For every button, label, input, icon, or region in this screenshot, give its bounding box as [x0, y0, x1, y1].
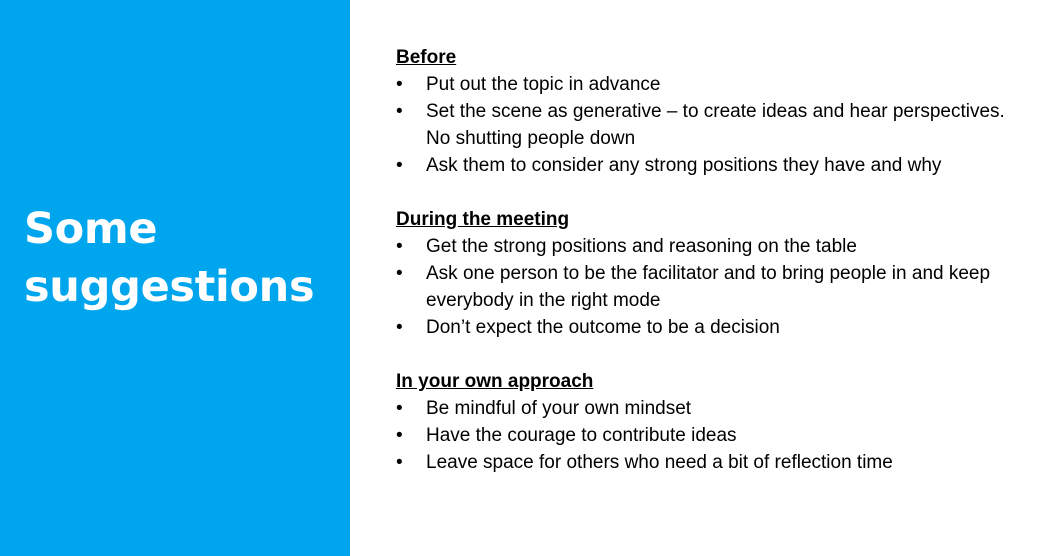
bullet-item	[396, 152, 1016, 179]
bullet-list	[396, 233, 1016, 341]
bullet-list	[396, 395, 1016, 476]
bullet-item	[396, 449, 1016, 476]
bullet-item	[396, 395, 1016, 422]
bullet-text: Ask them to consider any strong positions they have and why	[426, 155, 942, 176]
bullet-item	[396, 71, 1016, 98]
bullet-item	[396, 314, 1016, 341]
bullet-text: Get the strong positions and reasoning on the table	[426, 236, 857, 257]
bullet-icon: •	[396, 425, 403, 446]
bullet-icon: •	[396, 101, 403, 122]
bullet-icon: •	[396, 317, 403, 338]
section-heading: During the meeting	[396, 209, 570, 230]
bullet-item	[396, 260, 1016, 314]
bullet-text: Leave space for others who need a bit of reflection time	[426, 452, 893, 473]
slide-content	[396, 44, 1016, 503]
section-heading: In your own approach	[396, 371, 594, 392]
bullet-icon: •	[396, 236, 403, 257]
bullet-icon: •	[396, 398, 403, 419]
bullet-text: Set the scene as generative – to create ideas and hear perspectives. No shutting people down	[426, 101, 1005, 149]
bullet-icon: •	[396, 74, 403, 95]
section-during-meeting	[396, 206, 1016, 341]
bullet-item	[396, 422, 1016, 449]
bullet-list	[396, 71, 1016, 179]
bullet-icon: •	[396, 263, 403, 284]
bullet-icon: •	[396, 452, 403, 473]
bullet-text: Don’t expect the outcome to be a decision	[426, 317, 780, 338]
bullet-item	[396, 98, 1016, 152]
bullet-text: Have the courage to contribute ideas	[426, 425, 737, 446]
section-before	[396, 44, 1016, 179]
title-panel	[0, 0, 350, 556]
bullet-text: Put out the topic in advance	[426, 74, 661, 95]
bullet-text: Be mindful of your own mindset	[426, 398, 692, 419]
bullet-item	[396, 233, 1016, 260]
bullet-text: Ask one person to be the facilitator and to bring people in and keep everybody in the right mode	[426, 263, 991, 311]
bullet-icon: •	[396, 155, 403, 176]
slide-title: Some suggestions	[24, 204, 315, 312]
section-own-approach	[396, 368, 1016, 476]
section-heading: Before	[396, 47, 457, 68]
